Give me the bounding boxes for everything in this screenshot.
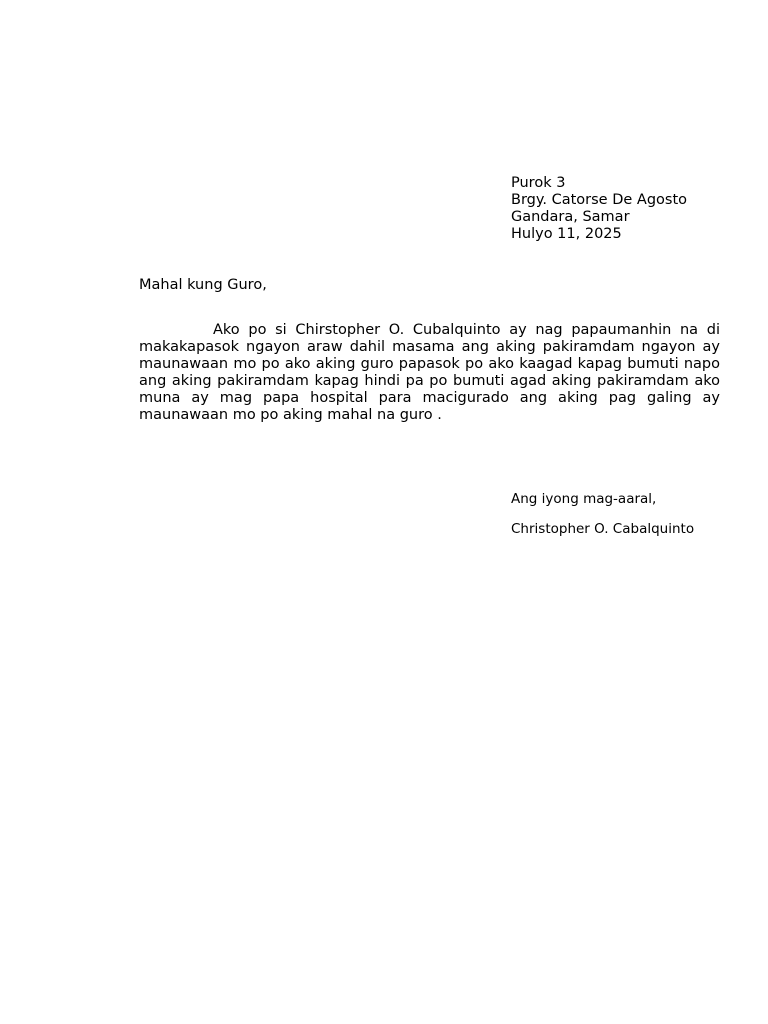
address-line-town: Gandara, Samar (511, 209, 630, 225)
letter-body: Ako po si Chirstopher O. Cubalquinto ay nag papaumanhin na di makakapasok ngayon araw dahil masama ang aking pakiramdam ngayon ay maunawaan mo po ako aking guro papasok po ako kaagad kapag bumuti napo ang aking pakiramdam kapag hindi pa po bumuti agad aking pakiramdam ako muna ay mag papa hospital para macigurado ang aking pag galing ay maunawaan mo po aking mahal na guro . (139, 322, 720, 423)
address-line-barangay: Brgy. Catorse De Agosto (511, 192, 688, 208)
address-line-purok: Purok 3 (511, 175, 566, 191)
salutation: Mahal kung Guro, (139, 277, 267, 293)
sender-address-block (511, 175, 687, 243)
letter-date: Hulyo 11, 2025 (511, 226, 622, 242)
signature-name: Christopher O. Cabalquinto (511, 521, 695, 537)
closing-line: Ang iyong mag-aaral, (511, 491, 657, 507)
